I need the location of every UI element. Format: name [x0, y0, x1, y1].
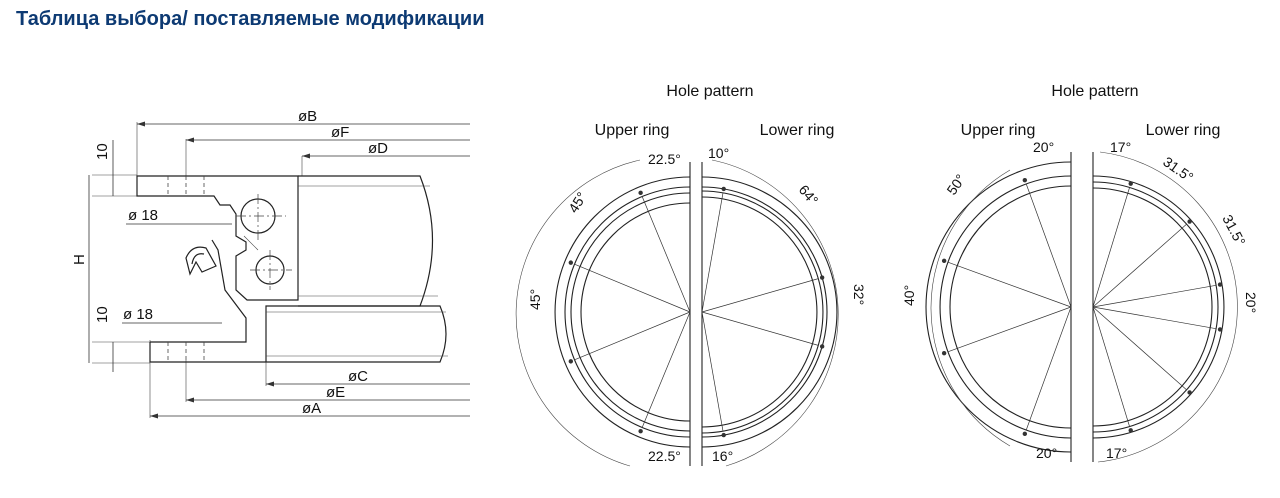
diagram1-angle-right-mid: 32°	[851, 284, 867, 306]
hole-pattern-diagram-2	[901, 83, 1259, 462]
diagram1-angle-bottom-right: 16°	[712, 448, 734, 464]
diagram2-ray-group	[942, 178, 1222, 436]
diagram1-lower-label: Lower ring	[759, 122, 835, 139]
label-height-bottom: 10	[94, 306, 111, 323]
diagram2-angle-left-mid: 40°	[901, 284, 917, 306]
diagram1-lower-ray	[702, 279, 818, 312]
diagram1-lower-hole-marker	[820, 275, 824, 279]
diagram2-lower-ray	[1093, 285, 1216, 307]
diagram2-lower-hole-marker	[1187, 219, 1191, 223]
diagram2-upper-hole-marker	[1023, 432, 1027, 436]
diagram2-lower-ray	[1093, 307, 1187, 390]
cross-section-drawing	[71, 108, 470, 419]
diagram2-angle-top-left: 20°	[1033, 139, 1055, 155]
diagram1-upper-hole-marker	[569, 359, 573, 363]
diagram1-lower-ray	[702, 193, 723, 312]
label-hole-lower: ø 18	[123, 306, 154, 323]
diagram1-upper-ray	[575, 312, 690, 360]
diagram1-upper-ray	[575, 264, 690, 312]
diagram2-upper-ray	[1026, 184, 1071, 307]
diagram2-lower-ray	[1093, 224, 1187, 307]
diagram2-lower-ray	[1093, 307, 1216, 329]
label-hole-upper: ø 18	[128, 207, 159, 224]
diagram1-lower-hole-marker	[722, 187, 726, 191]
label-diameter-b: øB	[298, 108, 318, 125]
diagram2-angle-right-a: 31.5°	[1160, 153, 1197, 186]
diagram1-angle-top-right: 10°	[708, 145, 730, 161]
diagram1-angle-left-mid: 45°	[527, 288, 543, 310]
label-diameter-d: øD	[368, 140, 388, 157]
diagram2-angle-bottom-right: 17°	[1106, 445, 1128, 461]
diagram2-lower-hole-marker	[1187, 390, 1191, 394]
diagram1-upper-hole-marker	[569, 260, 573, 264]
page-title: Таблица выбора/ поставляемые модификации	[16, 8, 485, 30]
label-height-top: 10	[94, 143, 111, 160]
diagram2-lower-hole-marker	[1129, 428, 1133, 432]
diagram2-upper-hole-marker	[942, 351, 946, 355]
diagram1-angle-top-left: 22.5°	[648, 151, 681, 167]
dim-line-c	[266, 382, 470, 387]
label-diameter-e: øE	[326, 384, 346, 401]
diagram2-lower-ray	[1093, 307, 1130, 427]
diagram1-lower-hole-marker	[722, 433, 726, 437]
dim-line-f	[186, 138, 470, 143]
diagram1-lower-hole-marker	[820, 344, 824, 348]
diagram2-upper-hole-marker	[942, 259, 946, 263]
diagram2-lower-label: Lower ring	[1145, 122, 1221, 139]
diagram2-angle-left-upper: 50°	[943, 171, 969, 198]
diagram2-lower-hole-marker	[1218, 282, 1222, 286]
label-diameter-f: øF	[331, 124, 350, 141]
diagram1-lower-ray	[702, 312, 723, 431]
diagram2-angle-right-c: 20°	[1243, 292, 1259, 314]
label-diameter-c: øC	[348, 368, 368, 385]
diagram1-angle-bottom-left: 22.5°	[648, 448, 681, 464]
diagram2-angle-top-right: 17°	[1110, 139, 1132, 155]
diagram1-angle-left-upper: 45°	[564, 189, 590, 216]
diagram2-lower-hole-marker	[1129, 181, 1133, 185]
diagram1-upper-ray	[642, 197, 690, 312]
diagram2-lower-ray	[1093, 187, 1130, 307]
diagram1-upper-hole-marker	[638, 429, 642, 433]
diagram2-upper-label: Upper ring	[960, 122, 1036, 139]
diagram1-upper-hole-marker	[638, 191, 642, 195]
diagram2-upper-ray	[948, 307, 1071, 352]
diagram1-angle-right-upper: 64°	[795, 181, 822, 209]
diagram2-upper-ray	[948, 262, 1071, 307]
diagram2-angle-bottom-left: 20°	[1036, 445, 1058, 461]
diagram2-angle-right-b: 31.5°	[1219, 211, 1249, 249]
diagram1-upper-ray	[642, 312, 690, 427]
diagram2-upper-ray	[1026, 307, 1071, 430]
label-diameter-a: øA	[302, 400, 322, 417]
hole-pattern-diagram-1	[516, 83, 867, 466]
diagram1-title: Hole pattern	[666, 83, 754, 100]
label-height-h: H	[71, 254, 88, 265]
diagram2-title: Hole pattern	[1051, 83, 1139, 100]
diagram1-lower-ray	[702, 312, 818, 345]
diagram1-upper-label: Upper ring	[594, 122, 670, 139]
diagram2-upper-hole-marker	[1023, 178, 1027, 182]
diagram2-lower-hole-marker	[1218, 327, 1222, 331]
